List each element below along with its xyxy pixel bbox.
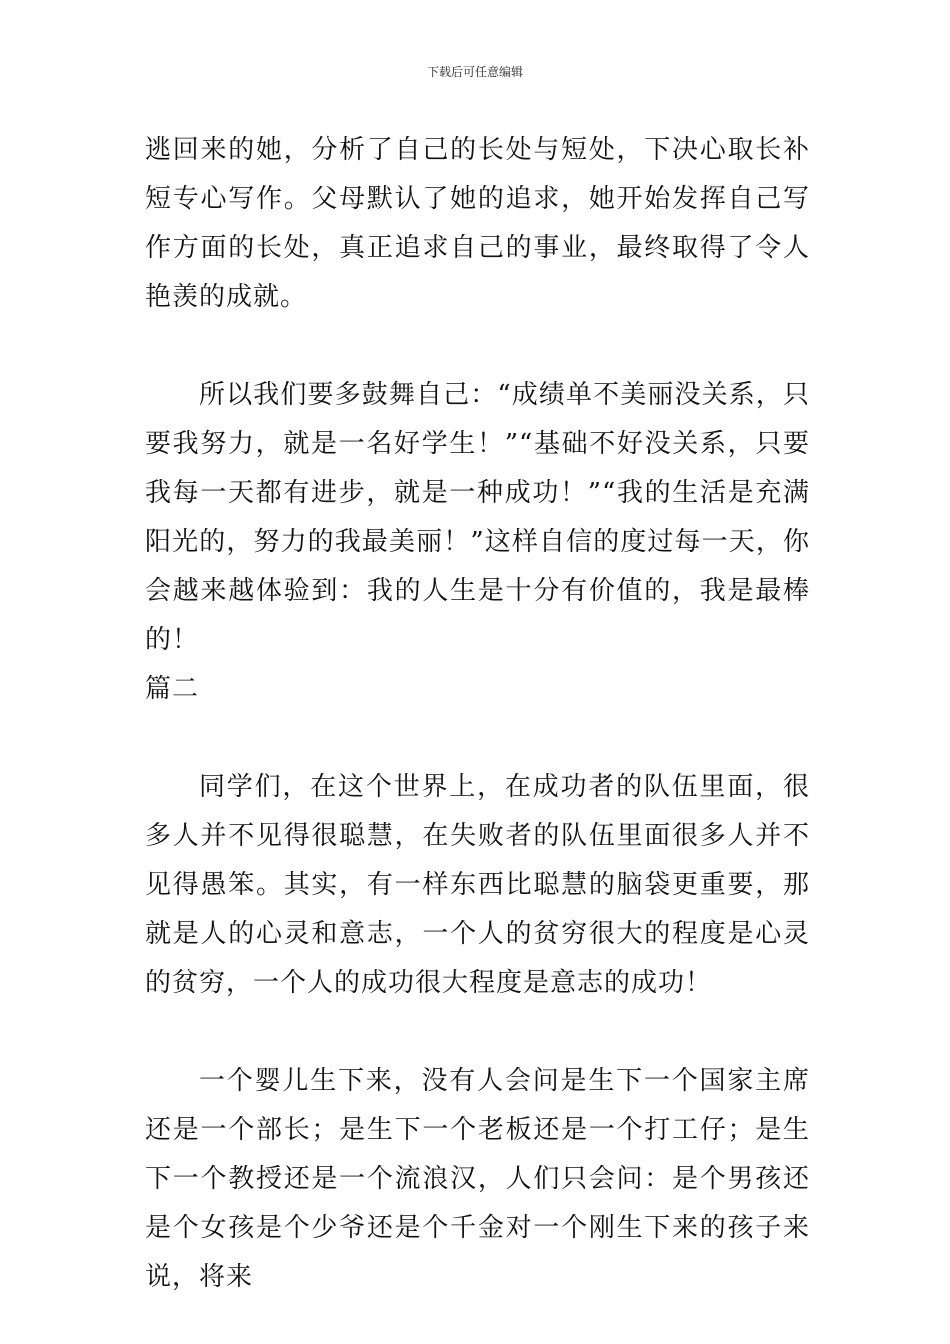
section-title: 篇二 [145,674,200,704]
paragraph-1: 逃回来的她，分析了自己的长处与短处，下决心取长补短专心写作。父母默认了她的追求，她开始发挥自己写作方面的长处，真正追求自己的事业，最终取得了令人艳羡的成就。 [145,135,810,312]
paragraph-2: 所以我们要多鼓舞自己：“成绩单不美丽没关系，只要我努力，就是一名好学生！”“基础不好没关系，只要我每一天都有进步，就是一种成功！”“我的生活是充满阳光的，努力的我最美丽！”这样自信的度过每一天，你会越来越体验到：我的人生是十分有价值的，我是最棒的！ [145,380,810,655]
paragraph-3: 同学们，在这个世界上，在成功者的队伍里面，很多人并不见得很聪慧，在失败者的队伍里面很多人并不见得愚笨。其实，有一样东西比聪慧的脑袋更重要，那就是人的心灵和意志，一个人的贫穷很大的程度是心灵的贫穷，一个人的成功很大程度是意志的成功！ [145,772,810,998]
document-body [145,126,810,1302]
page-header-note: 下载后可任意编辑 [426,65,523,79]
paragraph-4: 一个婴儿生下来，没有人会问是生下一个国家主席还是一个部长；是生下一个老板还是一个打工仔；是生下一个教授还是一个流浪汉，人们只会问：是个男孩还是个女孩是个少爷还是个千金对一个刚生下来的孩子来说，将来 [145,1066,810,1292]
